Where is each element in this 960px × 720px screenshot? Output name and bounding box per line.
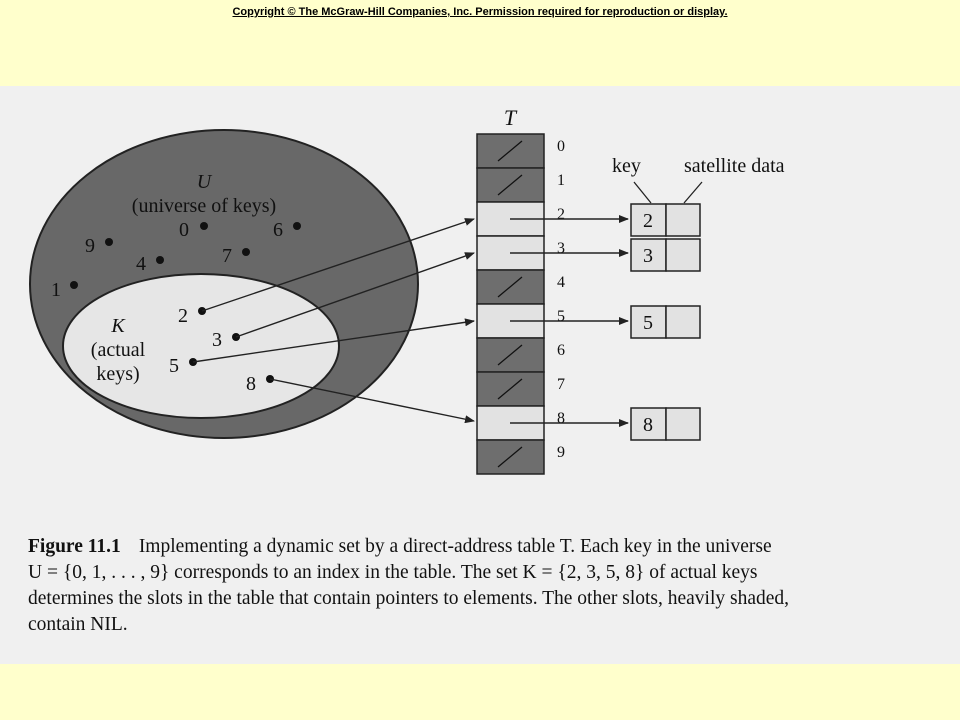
- slot-index: 6: [557, 342, 565, 359]
- caption-line-3: determines the slots in the table that contain pointers to elements. The other slots, heavily shaded,: [28, 588, 790, 609]
- slot-index: 8: [557, 410, 565, 427]
- slot-index: 4: [557, 274, 565, 291]
- key-dot: [156, 256, 164, 264]
- caption-line-4: contain NIL.: [28, 614, 128, 635]
- element-8: [631, 408, 700, 440]
- table-slot-6: [477, 338, 565, 372]
- universe-symbol: U: [196, 171, 212, 193]
- slot-index: 5: [557, 308, 565, 325]
- satellite-data-header: satellite data: [684, 155, 785, 177]
- copyright-notice: Copyright © The McGraw-Hill Companies, Inc. Permission required for reproduction or display.: [232, 6, 728, 18]
- key-dot: [200, 222, 208, 230]
- element-satellite-box: [666, 306, 700, 338]
- table-name: T: [503, 105, 517, 130]
- element-key: 3: [643, 245, 653, 267]
- element-key: 5: [643, 312, 653, 334]
- satellite-header-pointer: [684, 182, 702, 203]
- element-2: [631, 204, 700, 236]
- element-satellite-box: [666, 408, 700, 440]
- figure-caption: [28, 534, 948, 638]
- actual-keys-label-line2: keys): [96, 363, 140, 385]
- table-slot-7: [477, 372, 565, 406]
- key-label: 5: [169, 355, 179, 377]
- table-slot-4: [477, 270, 565, 304]
- figure-number: Figure 11.1: [28, 536, 121, 557]
- key-label: 6: [273, 219, 283, 241]
- caption-line-1-text: Implementing a dynamic set by a direct-address table T. Each key in the universe: [138, 536, 772, 557]
- key-label: 7: [222, 245, 232, 267]
- key-label: 4: [136, 253, 146, 275]
- caption-line-1: [28, 534, 948, 560]
- element-satellite-box: [666, 239, 700, 271]
- actual-keys-label-line1: (actual: [90, 339, 146, 361]
- element-satellite-box: [666, 204, 700, 236]
- slot-index: 1: [557, 172, 565, 189]
- table-slot-9: [477, 440, 565, 474]
- slot-index: 7: [557, 376, 565, 393]
- table-slot-0: [477, 134, 565, 168]
- slot-index: 9: [557, 444, 565, 461]
- key-dot: [242, 248, 250, 256]
- key-label: 1: [51, 279, 61, 301]
- actual-keys-symbol: K: [111, 315, 125, 337]
- key-label: 9: [85, 235, 95, 257]
- key-label: 2: [178, 305, 188, 327]
- element-key: 8: [643, 414, 653, 436]
- key-dot: [70, 281, 78, 289]
- key-label: 8: [246, 373, 256, 395]
- key-header-pointer: [634, 182, 651, 203]
- key-dot: [105, 238, 113, 246]
- slot-index: 3: [557, 240, 565, 257]
- key-label: 0: [179, 219, 189, 241]
- slot-index: 0: [557, 138, 565, 155]
- slot-index: 2: [557, 206, 565, 223]
- element-3: [631, 239, 700, 271]
- element-5: [631, 306, 700, 338]
- table-slot-1: [477, 168, 565, 202]
- key-dot: [293, 222, 301, 230]
- key-label: 3: [212, 329, 222, 351]
- universe-label: (universe of keys): [131, 195, 277, 217]
- element-key: 2: [643, 210, 653, 232]
- caption-line-2: U = {0, 1, . . . , 9} corresponds to an index in the table. The set K = {2, 3, 5, 8} of actual keys: [28, 562, 758, 583]
- key-header: key: [612, 155, 641, 177]
